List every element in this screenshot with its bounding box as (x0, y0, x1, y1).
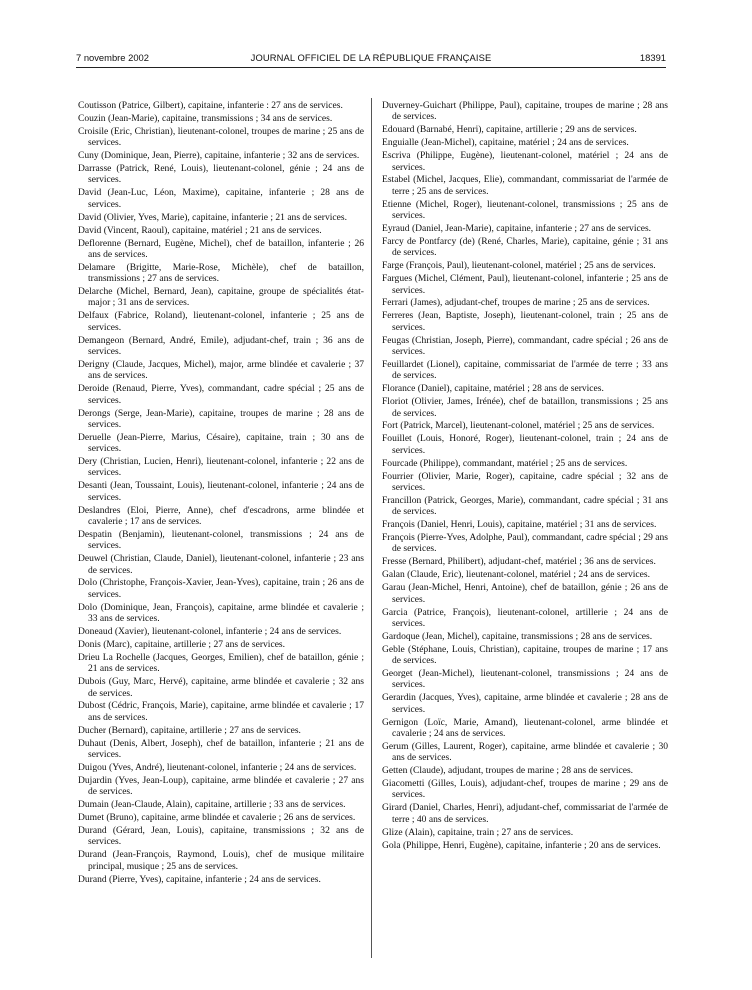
list-entry: Feugas (Christian, Joseph, Pierre), commandant, cadre spécial ; 26 ans de services. (382, 334, 668, 357)
list-entry: Fouillet (Louis, Honoré, Roger), lieutenant-colonel, train ; 24 ans de services. (382, 433, 668, 456)
list-entry: Gardoque (Jean, Michel), capitaine, transmissions ; 28 ans de services. (382, 630, 653, 642)
page-header (76, 52, 666, 66)
list-entry: Estabel (Michel, Jacques, Elie), commandant, commissariat de l'armée de terre ; 25 ans de services. (382, 174, 668, 197)
list-entry: Gerardin (Jacques, Yves), capitaine, arme blindée et cavalerie ; 28 ans de services. (382, 692, 668, 715)
page-number: 18391 (639, 52, 666, 63)
list-entry: Farcy de Pontfarcy (de) (René, Charles, Marie), capitaine, génie ; 31 ans de services. (382, 235, 668, 259)
list-entry: Derongs (Serge, Jean-Marie), capitaine, troupes de marine ; 28 ans de services. (78, 407, 364, 430)
list-entry: Durand (Pierre, Yves), capitaine, infanterie ; 24 ans de services. (78, 873, 321, 885)
column-divider (371, 98, 372, 958)
list-entry: Dumain (Jean-Claude, Alain), capitaine, artillerie ; 33 ans de services. (78, 799, 346, 811)
list-entry: Florance (Daniel), capitaine, matériel ; 28 ans de services. (382, 383, 604, 395)
list-entry: Fourrier (Olivier, Marie, Roger), capitaine, cadre spécial ; 32 ans de services. (382, 470, 668, 493)
list-entry: Garcia (Patrice, François), lieutenant-colonel, artillerie ; 24 ans de services. (382, 606, 668, 629)
list-entry: Farge (François, Paul), lieutenant-colonel, matériel ; 25 ans de services. (382, 260, 656, 272)
list-entry: Fresse (Bernard, Philibert), adjudant-chef, matériel ; 36 ans de services. (382, 556, 656, 568)
list-entry: Durand (Jean-François, Raymond, Louis), chef de musique militaire principal, musique ; 25 ans de services. (78, 849, 364, 872)
list-entry: Drieu La Rochelle (Jacques, Georges, Emilien), chef de bataillon, génie ; 21 ans de services. (78, 651, 364, 675)
list-entry: Giacometti (Gilles, Louis), adjudant-chef, troupes de marine ; 29 ans de services. (382, 778, 668, 801)
list-entry: Deruelle (Jean-Pierre, Marius, Césaire), capitaine, train ; 30 ans de services. (78, 431, 364, 455)
list-entry: Darrasse (Patrick, René, Louis), lieutenant-colonel, génie ; 24 ans de services. (78, 163, 364, 186)
list-entry: Garau (Jean-Michel, Henri, Antoine), chef de bataillon, génie ; 26 ans de services. (382, 582, 668, 605)
list-entry: Deuwel (Christian, Claude, Daniel), lieutenant-colonel, infanterie ; 23 ans de services. (78, 553, 364, 576)
header-rule (76, 67, 666, 68)
list-entry: Despatin (Benjamin), lieutenant-colonel, transmissions ; 24 ans de services. (78, 528, 364, 552)
publication-date: 7 novembre 2002 (76, 52, 149, 63)
list-entry: Etienne (Michel, Roger), lieutenant-colonel, transmissions ; 25 ans de services. (382, 198, 668, 222)
list-entry: Duverney-Guichart (Philippe, Paul), capitaine, troupes de marine ; 28 ans de services. (382, 100, 668, 123)
list-entry: David (Jean-Luc, Léon, Maxime), capitaine, infanterie ; 28 ans de services. (78, 187, 364, 210)
list-entry: Floriot (Olivier, James, Irénée), chef de bataillon, transmissions ; 25 ans de services. (382, 396, 668, 419)
list-entry: Ferrari (James), adjudant-chef, troupes de marine ; 25 ans de services. (382, 297, 650, 309)
list-entry: Ferreres (Jean, Baptiste, Joseph), lieutenant-colonel, train ; 25 ans de services. (382, 310, 668, 333)
list-entry: Duigou (Yves, André), lieutenant-colonel, infanterie ; 24 ans de services. (78, 761, 357, 773)
list-entry: Dery (Christian, Lucien, Henri), lieutenant-colonel, infanterie ; 22 ans de services. (78, 456, 364, 479)
list-entry: Demangeon (Bernard, André, Emile), adjudant-chef, train ; 36 ans de services. (78, 334, 364, 357)
journal-title: JOURNAL OFFICIEL DE LA RÉPUBLIQUE FRANÇAISE (250, 52, 492, 63)
list-entry: François (Daniel, Henri, Louis), capitaine, matériel ; 31 ans de services. (382, 519, 657, 531)
list-entry: Delamare (Brigitte, Marie-Rose, Michèle), chef de bataillon, transmissions ; 27 ans de services. (78, 261, 364, 285)
list-entry: Getten (Claude), adjudant, troupes de marine ; 28 ans de services. (382, 765, 634, 777)
list-entry: Fargues (Michel, Clément, Paul), lieutenant-colonel, infanterie ; 25 ans de services. (382, 273, 668, 296)
list-entry: Gernigon (Loïc, Marie, Amand), lieutenant-colonel, arme blindée et cavalerie ; 24 ans de services. (382, 716, 668, 739)
list-entry: Dubois (Guy, Marc, Hervé), capitaine, arme blindée et cavalerie ; 32 ans de services. (78, 676, 364, 699)
list-entry: Deslandres (Eloi, Pierre, Anne), chef d'escadrons, arme blindée et cavalerie ; 17 ans de services. (78, 504, 364, 527)
list-entry: Dolo (Dominique, Jean, François), capitaine, arme blindée et cavalerie ; 33 ans de services. (78, 601, 364, 625)
list-entry: Deflorenne (Bernard, Eugène, Michel), chef de bataillon, infanterie ; 26 ans de services. (78, 237, 364, 260)
list-entry: Doneaud (Xavier), lieutenant-colonel, infanterie ; 24 ans de services. (78, 626, 342, 638)
list-entry: Croisile (Eric, Christian), lieutenant-colonel, troupes de marine ; 25 ans de services. (78, 125, 364, 149)
list-entry: Desanti (Jean, Toussaint, Louis), lieutenant-colonel, infanterie ; 24 ans de services. (78, 480, 364, 503)
list-entry: David (Olivier, Yves, Marie), capitaine, infanterie ; 21 ans de services. (78, 211, 347, 223)
list-entry: Duhaut (Denis, Albert, Joseph), chef de bataillon, infanterie ; 21 ans de services. (78, 737, 364, 761)
list-entry: Dumet (Bruno), capitaine, arme blindée et cavalerie ; 26 ans de services. (78, 812, 356, 824)
list-entry: Enguialle (Jean-Michel), capitaine, matériel ; 24 ans de services. (382, 137, 629, 149)
list-entry: Cuny (Dominique, Jean, Pierre), capitaine, infanterie ; 32 ans de services. (78, 150, 360, 162)
list-entry: Francillon (Patrick, Georges, Marie), commandant, cadre spécial ; 31 ans de services. (382, 494, 668, 518)
list-entry: Glize (Alain), capitaine, train ; 27 ans de services. (382, 826, 574, 838)
list-entry: Dolo (Christophe, François-Xavier, Jean-Yves), capitaine, train ; 26 ans de services. (78, 577, 364, 600)
list-entry: Couzin (Jean-Marie), capitaine, transmissions ; 34 ans de services. (78, 112, 333, 124)
list-entry: Eyraud (Daniel, Jean-Marie), capitaine, infanterie ; 27 ans de services. (382, 223, 652, 234)
list-entry: Gola (Philippe, Henri, Eugène), capitaine, infanterie ; 20 ans de services. (382, 839, 661, 851)
left-column (78, 100, 364, 887)
list-entry: Ducher (Bernard), capitaine, artillerie ; 27 ans de services. (78, 724, 301, 736)
list-entry: David (Vincent, Raoul), capitaine, matériel ; 21 ans de services. (78, 224, 322, 236)
list-entry: Delarche (Michel, Bernard, Jean), capitaine, groupe de spécialités état-major ; 31 ans de services. (78, 286, 364, 309)
list-entry: Escriva (Philippe, Eugène), lieutenant-colonel, matériel ; 24 ans de services. (382, 150, 668, 173)
list-entry: Dujardin (Yves, Jean-Loup), capitaine, arme blindée et cavalerie ; 27 ans de services. (78, 774, 364, 798)
list-entry: Geble (Stéphane, Louis, Christian), capitaine, troupes de marine ; 17 ans de services. (382, 643, 668, 667)
list-entry: Gerum (Gilles, Laurent, Roger), capitaine, arme blindée et cavalerie ; 30 ans de services. (382, 740, 668, 764)
list-entry: Feuillardet (Lionel), capitaine, commissariat de l'armée de terre ; 33 ans de services. (382, 358, 668, 382)
right-column (382, 100, 668, 853)
list-entry: Galan (Claude, Eric), lieutenant-colonel, matériel ; 24 ans de services. (382, 569, 651, 581)
list-entry: Girard (Daniel, Charles, Henri), adjudant-chef, commissariat de l'armée de terre ; 40 ans de services. (382, 802, 668, 825)
list-entry: Dubost (Cédric, François, Marie), capitaine, arme blindée et cavalerie ; 17 ans de services. (78, 700, 364, 723)
list-entry: Georget (Jean-Michel), lieutenant-colonel, transmissions ; 24 ans de services. (382, 668, 668, 691)
list-entry: Derigny (Claude, Jacques, Michel), major, arme blindée et cavalerie ; 37 ans de services. (78, 358, 364, 382)
list-entry: Delfaux (Fabrice, Roland), lieutenant-colonel, infanterie ; 25 ans de services. (78, 310, 364, 333)
list-entry: Donis (Marc), capitaine, artillerie ; 27 ans de services. (78, 638, 286, 650)
list-entry: Edouard (Barnabé, Henri), capitaine, artillerie ; 29 ans de services. (382, 124, 637, 136)
list-entry: Durand (Gérard, Jean, Louis), capitaine, transmissions ; 32 ans de services. (78, 825, 364, 848)
list-entry: Deroide (Renaud, Pierre, Yves), commandant, cadre spécial ; 25 ans de services. (78, 383, 364, 406)
list-entry: Coutisson (Patrice, Gilbert), capitaine, infanterie : 27 ans de services. (78, 100, 343, 111)
list-entry: Fort (Patrick, Marcel), lieutenant-colonel, matériel ; 25 ans de services. (382, 420, 655, 432)
list-entry: François (Pierre-Yves, Adolphe, Paul), commandant, cadre spécial ; 29 ans de services. (382, 532, 668, 555)
list-entry: Fourcade (Philippe), commandant, matériel ; 25 ans de services. (382, 457, 628, 469)
